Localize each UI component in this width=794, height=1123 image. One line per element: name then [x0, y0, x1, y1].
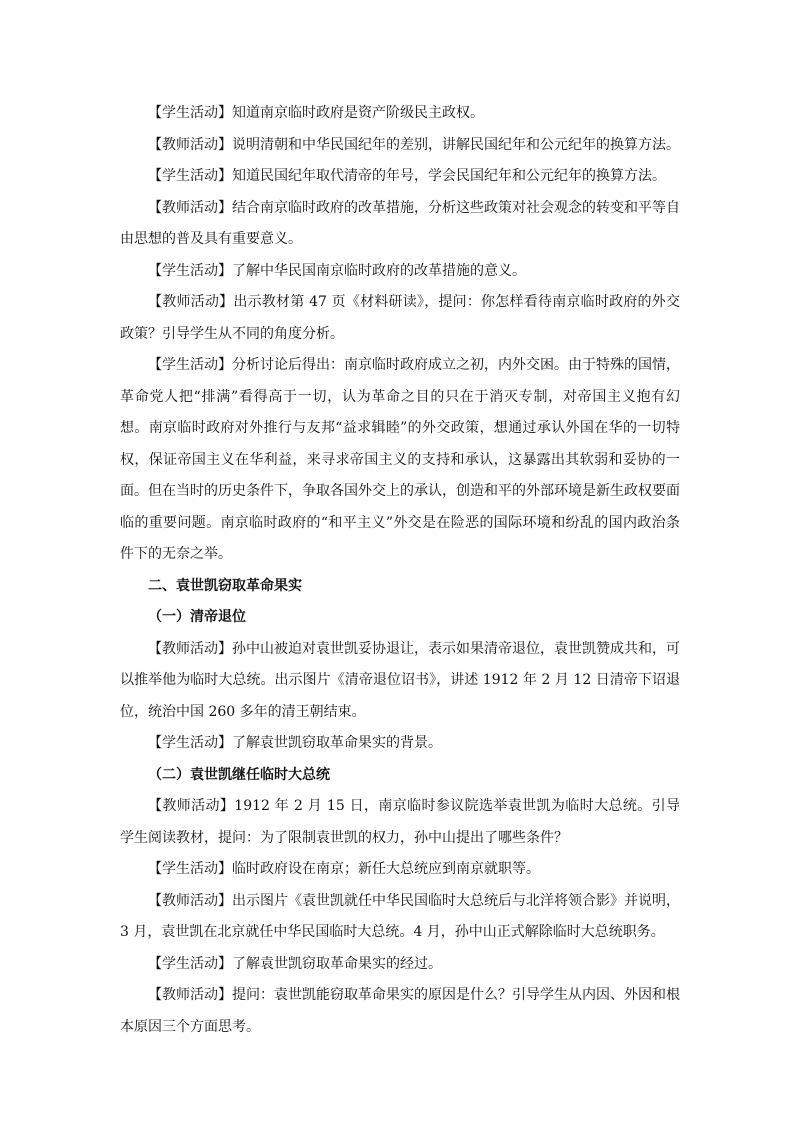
paragraph: 【学生活动】了解中华民国南京临时政府的改革措施的意义。 [148, 262, 526, 279]
subsection-heading: （一）清帝退位 [148, 609, 246, 625]
document-body [120, 98, 680, 1043]
paragraph: 【学生活动】了解袁世凯窃取革命果实的经过。 [148, 955, 442, 972]
paragraph: 【教师活动】说明清朝和中华民国纪年的差别，讲解民国纪年和公元纪年的换算方法。 [148, 136, 680, 153]
subsection-heading: （二）袁世凯继任临时大总统 [148, 766, 330, 783]
paragraph: 【教师活动】孙中山被迫对袁世凯妥协退让，表示如果清帝退位，袁世凯赞成共和，可以推举他为临时大总统。出示图片《清帝退位诏书》，讲述 1912 年 2 月 12 日清帝下诏退位，统治中国 260 多年的清王朝结束。 [120, 640, 680, 720]
paragraph: 【学生活动】临时政府设在南京；新任大总统应到南京就职等。 [148, 861, 540, 877]
paragraph: 【学生活动】知道民国纪年取代清帝的年号，学会民国纪年和公元纪年的换算方法。 [148, 168, 666, 184]
paragraph: 【教师活动】出示教材第 47 页《材料研读》，提问：你怎样看待南京临时政府的外交政策？引导学生从不同的角度分析。 [120, 294, 680, 342]
paragraph: 【教师活动】结合南京临时政府的改革措施，分析这些政策对社会观念的转变和平等自由思想的普及具有重要意义。 [120, 199, 680, 247]
paragraph: 【学生活动】分析讨论后得出：南京临时政府成立之初，内外交困。由于特殊的国情，革命党人把“排满”看得高于一切，认为革命之目的只在于消灭专制，对帝国主义抱有幻想。南京临时政府对外推行与友邦“益求辑睦”的外交政策，想通过承认外国在华的一切特权，保证帝国主义在华利益，来寻求帝国主义的支持和承认，这暴露出其软弱和妥协的一面。但在当时的历史条件下，争取各国外交上的承认，创造和平的外部环境是新生政权要面临的重要问题。南京临时政府的“和平主义”外交是在险恶的国际环境和纷乱的国内政治条件下的无奈之举。 [120, 357, 680, 562]
section-heading: 二、袁世凯窃取革命果实 [148, 577, 302, 594]
paragraph: 【学生活动】了解袁世凯窃取革命果实的背景。 [148, 735, 442, 751]
paragraph: 【教师活动】1912 年 2 月 15 日，南京临时参议院选举袁世凯为临时大总统。引导学生阅读教材，提问：为了限制袁世凯的权力，孙中山提出了哪些条件？ [120, 798, 680, 846]
paragraph: 【教师活动】出示图片《袁世凯就任中华民国临时大总统后与北洋将领合影》并说明，3 月，袁世凯在北京就任中华民国临时大总统。4 月，孙中山正式解除临时大总统职务。 [120, 892, 680, 940]
paragraph: 【教师活动】提问：袁世凯能窃取革命果实的原因是什么？引导学生从内因、外因和根本原因三个方面思考。 [120, 987, 680, 1035]
paragraph: 【学生活动】知道南京临时政府是资产阶级民主政权。 [148, 105, 484, 121]
